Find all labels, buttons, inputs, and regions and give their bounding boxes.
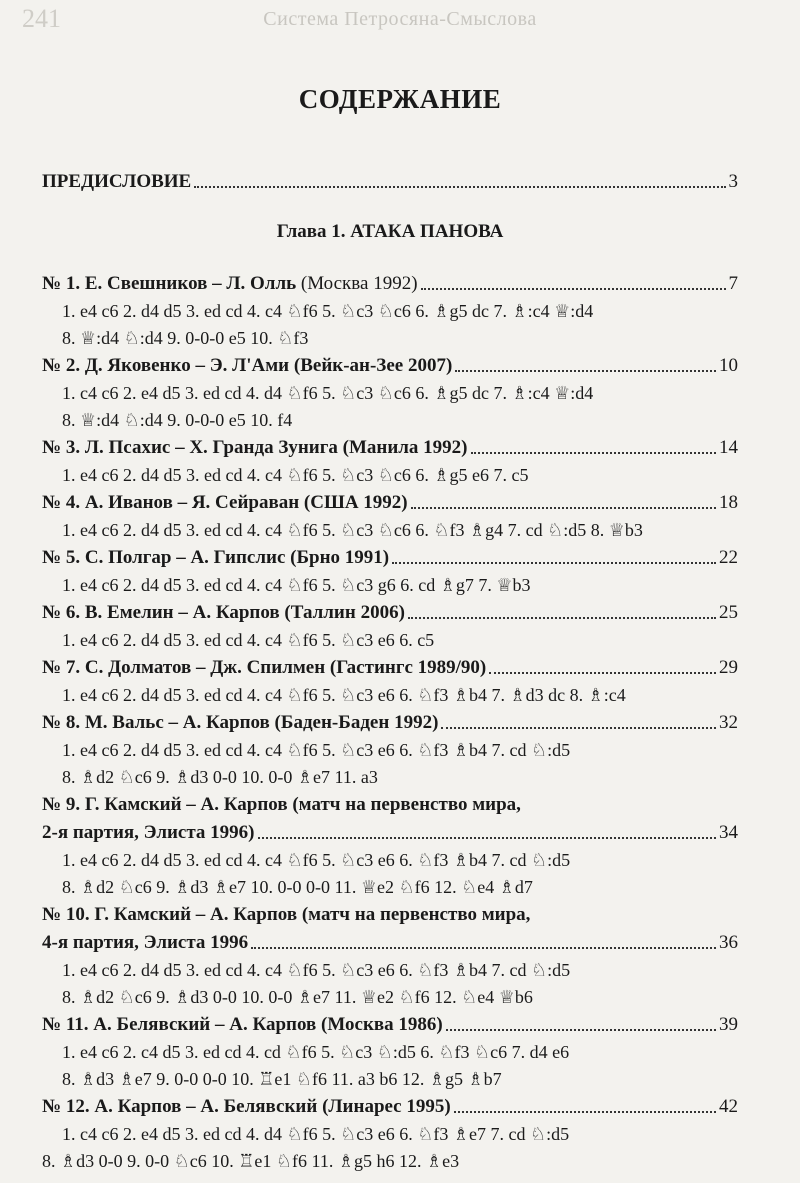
entry-title: 4-я партия, Элиста 1996 (42, 932, 249, 953)
leader-dots (489, 672, 716, 674)
entry-moves: 1. e4 c6 2. c4 d5 3. ed cd 4. cd ♘f6 5. ♘c3 ♘:d5 6. ♘f3 ♘c6 7. d4 e6 (62, 1042, 570, 1062)
entry-title-line (42, 599, 738, 627)
entry-title-line (42, 544, 738, 572)
entry-players: № 2. Д. Яковенко – Э. Л'Ами (Вейк-ан-Зее 2007) (42, 355, 453, 376)
entry-moves: 8. ♗d3 ♗e7 9. 0-0 0-0 10. ♖e1 ♘f6 11. a3 b6 12. ♗g5 ♗b7 (62, 1069, 502, 1089)
entry-players: № 7. С. Долматов – Дж. Спилмен (Гастингс 1989/90) (42, 657, 487, 678)
entry-moves: 8. ♗d2 ♘c6 9. ♗d3 0-0 10. 0-0 ♗e7 11. a3 (62, 767, 378, 787)
entry-title (42, 1011, 443, 1039)
toc (42, 168, 738, 196)
leader-dots (421, 288, 726, 290)
preface-label: ПРЕДИСЛОВИЕ (42, 171, 192, 192)
entry-players: № 6. В. Емелин – А. Карпов (Таллин 2006) (42, 602, 405, 623)
entry-title (42, 489, 408, 517)
entry-title-line (42, 434, 738, 462)
toc-entry (42, 270, 738, 352)
entry-page: 34 (719, 822, 738, 843)
entry-moves: 1. e4 c6 2. d4 d5 3. ed cd 4. c4 ♘f6 5. ♘c3 e6 6. ♘f3 ♗b4 7. cd ♘:d5 (62, 850, 571, 870)
entry-page: 18 (719, 492, 738, 513)
entry-moves: 1. e4 c6 2. d4 d5 3. ed cd 4. c4 ♘f6 5. ♘c3 g6 6. cd ♗g7 7. ♕b3 (62, 575, 531, 595)
entry-players: № 12. А. Карпов – А. Белявский (Линарес 1995) (42, 1096, 451, 1117)
entry-title-line: № 9. Г. Камский – А. Карпов (матч на первенство мира, (42, 794, 521, 815)
page-title: СОДЕРЖАНИЕ (298, 84, 502, 114)
leader-dots (251, 947, 716, 949)
toc-entry (42, 434, 738, 489)
entry-page: 39 (719, 1014, 738, 1035)
leader-dots (258, 837, 717, 839)
entry-page: 10 (719, 355, 738, 376)
entry-moves: 1. e4 c6 2. d4 d5 3. ed cd 4. c4 ♘f6 5. ♘c3 ♘c6 6. ♘f3 ♗g4 7. cd ♘:d5 8. ♕b3 (62, 520, 643, 540)
leader-dots (194, 186, 725, 188)
toc-entry (42, 901, 738, 1011)
entry-moves: 1. c4 c6 2. e4 d5 3. ed cd 4. d4 ♘f6 5. ♘c3 e6 6. ♘f3 ♗e7 7. cd ♘:d5 (62, 1124, 570, 1144)
entry-moves: 1. e4 c6 2. d4 d5 3. ed cd 4. c4 ♘f6 5. ♘c3 e6 6. ♘f3 ♗b4 7. cd ♘:d5 (62, 960, 571, 980)
entry-moves: 1. e4 c6 2. d4 d5 3. ed cd 4. c4 ♘f6 5. ♘c3 e6 6. ♘f3 ♗b4 7. ♗d3 dc 8. ♗:c4 (62, 685, 626, 705)
entry-moves: 8. ♗d3 0-0 9. 0-0 ♘c6 10. ♖e1 ♘f6 11. ♗g5 h6 12. ♗e3 (42, 1151, 460, 1171)
entry-moves: 1. e4 c6 2. d4 d5 3. ed cd 4. c4 ♘f6 5. ♘c3 ♘c6 6. ♗g5 dc 7. ♗:c4 ♕:d4 (62, 301, 594, 321)
game-list (42, 270, 738, 1175)
leader-dots (408, 617, 716, 619)
entry-moves: 8. ♗d2 ♘c6 9. ♗d3 0-0 10. 0-0 ♗e7 11. ♕e2 ♘f6 12. ♘e4 ♕b6 (62, 987, 533, 1007)
entry-moves: 1. e4 c6 2. d4 d5 3. ed cd 4. c4 ♘f6 5. ♘c3 ♘c6 6. ♗g5 e6 7. c5 (62, 465, 529, 485)
entry-players: № 5. С. Полгар – А. Гипслис (Брно 1991) (42, 547, 390, 568)
entry-page: 32 (719, 712, 738, 733)
entry-title (42, 544, 389, 572)
toc-entry (42, 791, 738, 901)
toc-entry (42, 709, 738, 791)
toc-entry (42, 654, 738, 709)
entry-players: № 4. А. Иванов – Я. Сейраван (США 1992) (42, 492, 408, 513)
entry-page: 14 (719, 437, 738, 458)
entry-players: № 1. Е. Свешников – Л. Олль (42, 273, 297, 294)
chapter-heading-block (42, 218, 738, 246)
leader-dots (454, 1111, 716, 1113)
entry-page: 42 (719, 1096, 738, 1117)
toc-entry (42, 1011, 738, 1093)
chapter-title: Глава 1. АТАКА ПАНОВА (276, 221, 504, 242)
toc-preface (42, 168, 738, 196)
leader-dots (392, 562, 716, 564)
entry-players: № 3. Л. Псахис – Х. Гранда Зунига (Манила 1992) (42, 437, 468, 458)
entry-title-line (42, 1093, 738, 1121)
entry-page: 25 (719, 602, 738, 623)
entry-title-line: № 10. Г. Камский – А. Карпов (матч на первенство мира, (42, 904, 531, 925)
leader-dots (441, 727, 716, 729)
entry-title (42, 709, 438, 737)
entry-title-line (42, 489, 738, 517)
entry-title-line (42, 709, 738, 737)
entry-players: № 8. М. Вальс – А. Карпов (Баден-Баден 1992) (42, 712, 439, 733)
entry-page: 7 (728, 273, 738, 294)
entry-title-line (42, 819, 738, 847)
leader-dots (446, 1029, 716, 1031)
entry-moves: 8. ♕:d4 ♘:d4 9. 0-0-0 e5 10. ♘f3 (62, 328, 309, 348)
entry-title-line (42, 654, 738, 682)
toc-entry (42, 352, 738, 434)
leader-dots (411, 507, 716, 509)
entry-title (42, 352, 452, 380)
toc-entry (42, 1093, 738, 1175)
toc-entry (42, 544, 738, 599)
entry-title (42, 654, 486, 682)
entry-moves: 1. e4 c6 2. d4 d5 3. ed cd 4. c4 ♘f6 5. ♘c3 e6 6. c5 (62, 630, 435, 650)
entry-event: (Москва 1992) (300, 273, 418, 294)
entry-title: 2-я партия, Элиста 1996) (42, 822, 255, 843)
entry-title-line (42, 1011, 738, 1039)
entry-page: 29 (719, 657, 738, 678)
entry-moves: 8. ♕:d4 ♘:d4 9. 0-0-0 e5 10. f4 (62, 410, 293, 430)
entry-title (42, 434, 468, 462)
leader-dots (471, 452, 716, 454)
entry-title-line (42, 270, 738, 298)
entry-title (42, 599, 405, 627)
entry-players: № 11. А. Белявский – А. Карпов (Москва 1986) (42, 1014, 443, 1035)
entry-page: 36 (719, 932, 738, 953)
entry-title-line (42, 352, 738, 380)
entry-moves: 1. e4 c6 2. d4 d5 3. ed cd 4. c4 ♘f6 5. ♘c3 e6 6. ♘f3 ♗b4 7. cd ♘:d5 (62, 740, 571, 760)
toc-entry (42, 489, 738, 544)
toc-entry (42, 599, 738, 654)
running-head: Система Петросяна-Смыслова (263, 8, 537, 30)
entry-title (42, 270, 418, 298)
leader-dots (455, 370, 716, 372)
entry-moves: 8. ♗d2 ♘c6 9. ♗d3 ♗e7 10. 0-0 0-0 11. ♕e2 ♘f6 12. ♘e4 ♗d7 (62, 877, 533, 897)
entry-moves: 1. c4 c6 2. e4 d5 3. ed cd 4. d4 ♘f6 5. ♘c3 ♘c6 6. ♗g5 dc 7. ♗:c4 ♕:d4 (62, 383, 594, 403)
preface-page: 3 (728, 171, 738, 192)
entry-title-line (42, 929, 738, 957)
entry-title (42, 1093, 451, 1121)
entry-page: 22 (719, 547, 738, 568)
running-page-number: 241 (22, 4, 61, 33)
